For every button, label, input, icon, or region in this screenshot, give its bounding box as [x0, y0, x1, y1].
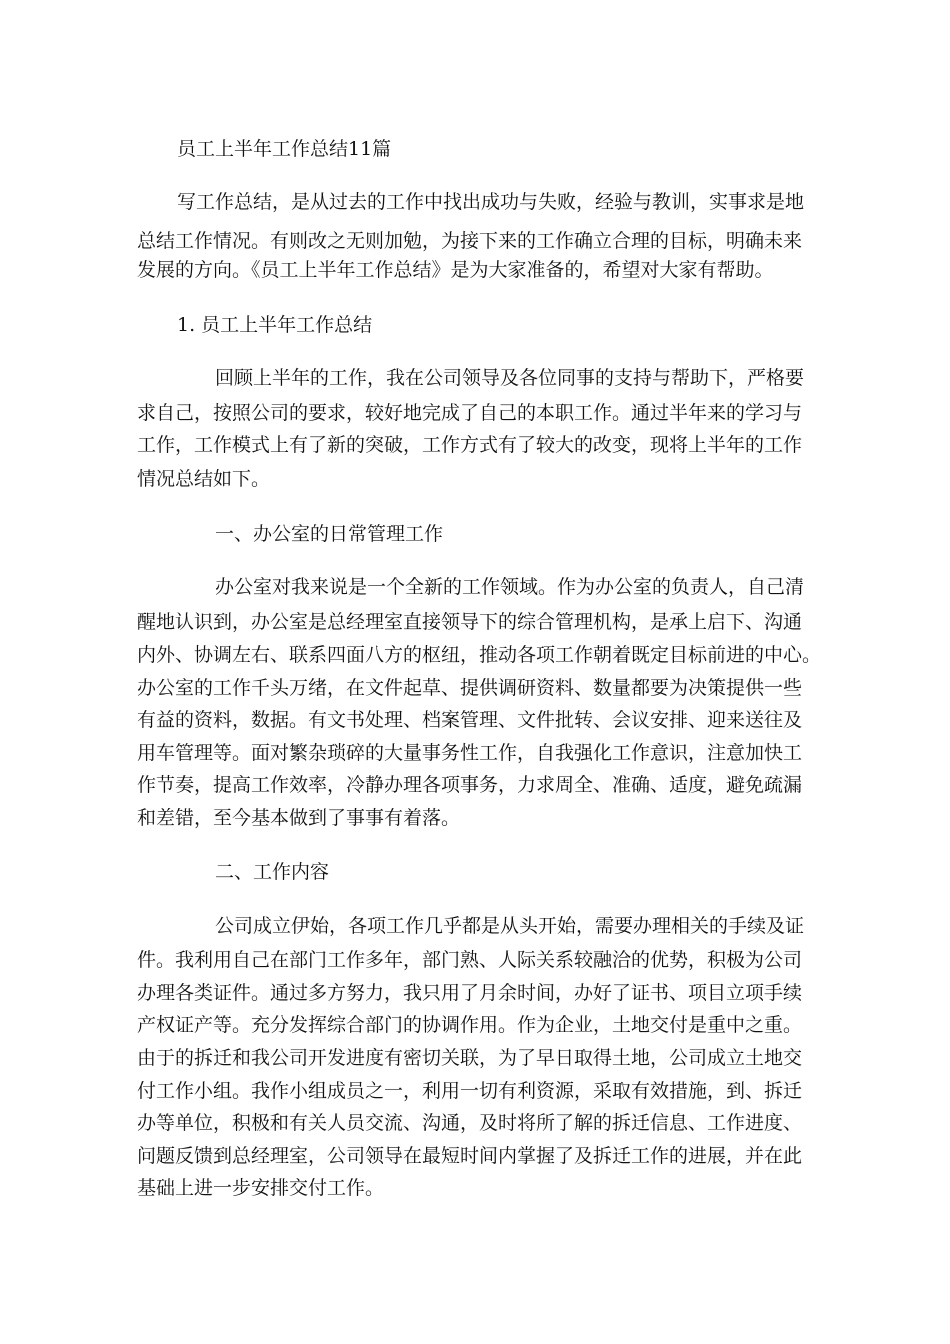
work-para-line-3: 办理各类证件。通过多方努力，我只用了月余时间，办好了证书、项目立项手续 [137, 982, 803, 1004]
section1-para-line-2: 求自己，按照公司的要求，较好地完成了自己的本职工作。通过半年来的学习与 [137, 402, 803, 424]
office-para-line-5: 有益的资料，数据。有文书处理、档案管理、文件批转、会议安排、迎来送往及 [137, 709, 803, 731]
work-para-line-5: 由于的拆迁和我公司开发进度有密切关联，为了早日取得土地，公司成立土地交 [137, 1047, 803, 1069]
section1-para-line-4: 情况总结如下。 [137, 468, 271, 490]
section-title-1: 1. 员工上半年工作总结 [177, 314, 373, 336]
work-para-line-4: 产权证产等。充分发挥综合部门的协调作用。作为企业，土地交付是重中之重。 [137, 1014, 803, 1036]
office-para-line-8: 和差错，至今基本做到了事事有着落。 [137, 807, 461, 829]
intro-line-3: 发展的方向。《员工上半年工作总结》是为大家准备的，希望对大家有帮助。 [137, 259, 774, 281]
work-para-line-1: 公司成立伊始，各项工作几乎都是从头开始，需要办理相关的手续及证 [215, 915, 805, 937]
office-para-line-7: 作节奏，提高工作效率，冷静办理各项事务，力求周全、准确、适度，避免疏漏 [137, 774, 803, 796]
heading-office: 一、办公室的日常管理工作 [215, 523, 444, 545]
office-para-line-3: 内外、协调左右、联系四面八方的枢纽，推动各项工作朝着既定目标前进的中心。 [137, 644, 822, 666]
work-para-line-6: 付工作小组。我作小组成员之一，利用一切有利资源，采取有效措施，到、拆迁 [137, 1080, 803, 1102]
intro-line-2: 总结工作情况。有则改之无则加勉，为接下来的工作确立合理的目标，明确未来 [137, 230, 803, 252]
document-title: 员工上半年工作总结11篇 [177, 138, 392, 160]
heading-work-content: 二、工作内容 [215, 861, 330, 883]
work-para-line-7: 办等单位，积极和有关人员交流、沟通，及时将所了解的拆迁信息、工作进度、 [137, 1112, 803, 1134]
intro-line-1: 写工作总结，是从过去的工作中找出成功与失败，经验与教训，实事求是地 [177, 191, 805, 213]
work-para-line-8: 问题反馈到总经理室，公司领导在最短时间内掌握了及拆迁工作的进展，并在此 [137, 1145, 803, 1167]
office-para-line-2: 醒地认识到，办公室是总经理室直接领导下的综合管理机构，是承上启下、沟通 [137, 611, 803, 633]
office-para-line-4: 办公室的工作千头万绪，在文件起草、提供调研资料、数量都要为决策提供一些 [137, 677, 803, 699]
office-para-line-1: 办公室对我来说是一个全新的工作领域。作为办公室的负责人，自己清 [215, 576, 805, 598]
office-para-line-6: 用车管理等。面对繁杂琐碎的大量事务性工作，自我强化工作意识，注意加快工 [137, 742, 803, 764]
section1-para-line-1: 回顾上半年的工作，我在公司领导及各位同事的支持与帮助下，严格要 [215, 367, 805, 389]
section1-para-line-3: 工作，工作模式上有了新的突破，工作方式有了较大的改变，现将上半年的工作 [137, 434, 803, 456]
work-para-line-2: 件。我利用自己在部门工作多年，部门熟、人际关系较融洽的优势，积极为公司 [137, 949, 803, 971]
work-para-line-9: 基础上进一步安排交付工作。 [137, 1177, 385, 1199]
